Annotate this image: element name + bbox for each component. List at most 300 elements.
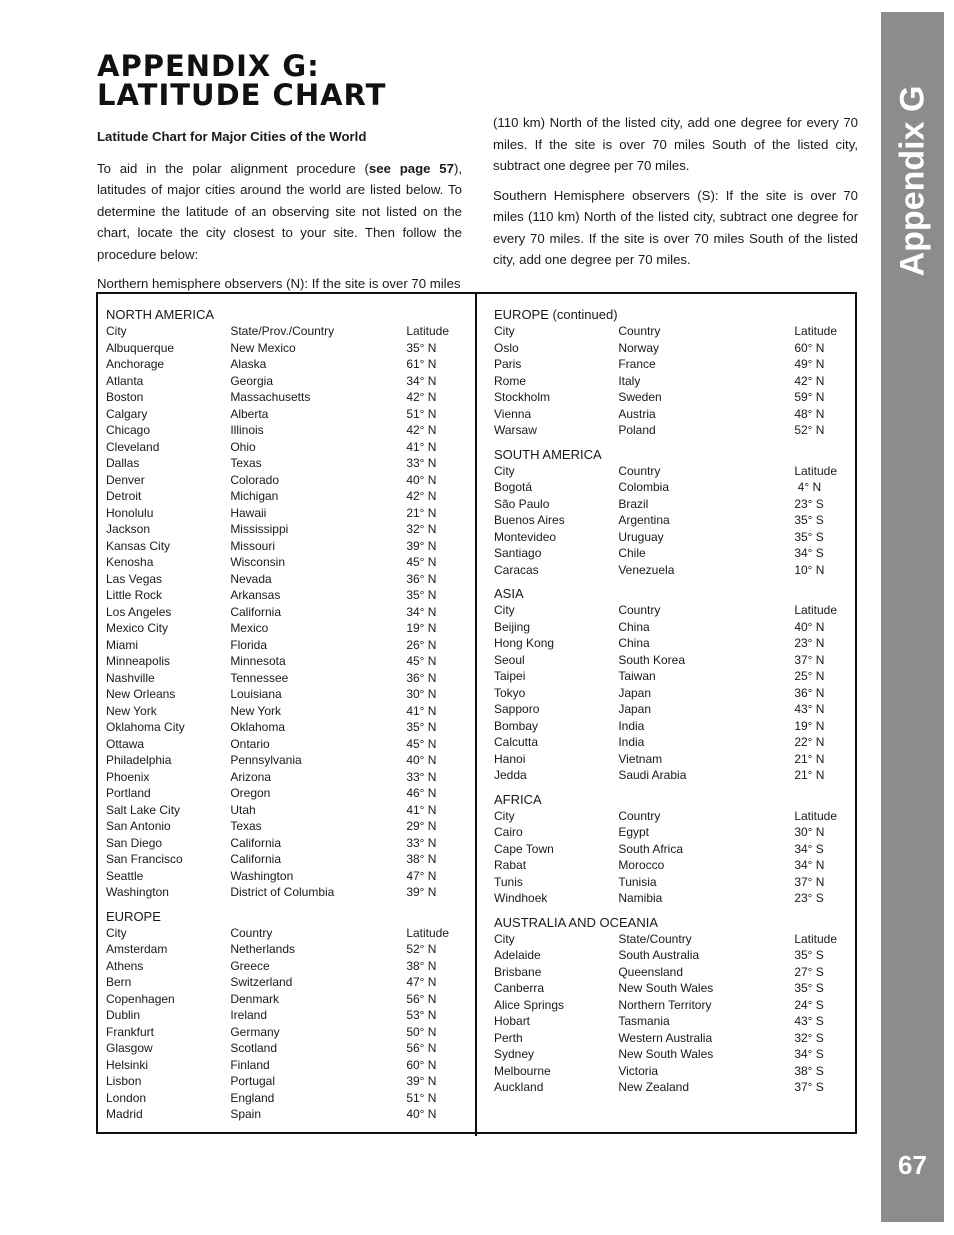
latitude-value: 49° N bbox=[794, 357, 825, 371]
latitude-value: 47° N bbox=[406, 868, 437, 883]
table-row bbox=[106, 505, 466, 522]
city-name: Oklahoma City bbox=[106, 720, 185, 734]
column-header: Latitude bbox=[794, 931, 838, 946]
city-name: Philadelphia bbox=[106, 753, 172, 767]
city-name: São Paulo bbox=[494, 496, 550, 511]
chart-right-column bbox=[494, 306, 854, 1103]
region-name: Italy bbox=[618, 373, 641, 388]
latitude-value: 34° S bbox=[794, 546, 824, 560]
region-name: Georgia bbox=[230, 373, 274, 388]
city-name: Cairo bbox=[494, 825, 523, 839]
table-row bbox=[494, 545, 854, 562]
table-row bbox=[106, 604, 466, 621]
intro-left-column bbox=[97, 126, 462, 303]
column-header: City bbox=[494, 603, 515, 617]
latitude-value: 50° N bbox=[406, 1024, 437, 1039]
region-name: South Africa bbox=[618, 841, 684, 856]
city-name: Hobart bbox=[494, 1014, 531, 1028]
city-name: Athens bbox=[106, 958, 144, 973]
city-name: Auckland bbox=[494, 1080, 544, 1094]
latitude-value: 52° N bbox=[406, 942, 437, 956]
page-title bbox=[97, 49, 387, 112]
table-row bbox=[494, 890, 854, 907]
table-row bbox=[106, 653, 466, 670]
table-row bbox=[494, 668, 854, 685]
latitude-value: 34° N bbox=[406, 373, 437, 388]
region-name: Netherlands bbox=[230, 942, 296, 956]
latitude-value: 41° N bbox=[406, 703, 437, 718]
column-header: Latitude bbox=[794, 603, 838, 617]
page-reference: see page 57 bbox=[368, 160, 454, 176]
latitude-value: 37° N bbox=[794, 874, 825, 889]
region-name: New South Wales bbox=[618, 1047, 714, 1061]
region-name: South Australia bbox=[618, 948, 700, 962]
latitude-value: 36° N bbox=[406, 670, 437, 685]
latitude-value: 34° S bbox=[794, 1047, 824, 1061]
latitude-value: 32° N bbox=[406, 522, 437, 536]
region-title: EUROPE bbox=[106, 908, 161, 924]
latitude-value: 35° S bbox=[794, 948, 824, 962]
column-header: Country bbox=[618, 808, 661, 823]
region-name: Alberta bbox=[230, 406, 269, 421]
city-name: Los Angeles bbox=[106, 604, 172, 619]
city-name: Windhoek bbox=[494, 891, 548, 905]
column-header-row bbox=[106, 925, 466, 942]
table-row bbox=[106, 719, 466, 736]
table-row bbox=[106, 818, 466, 835]
region-section bbox=[494, 914, 854, 1096]
latitude-value: 40° N bbox=[794, 619, 825, 634]
latitude-value: 19° N bbox=[406, 621, 437, 635]
latitude-value: 23° N bbox=[794, 636, 825, 650]
region-name: Egypt bbox=[618, 825, 649, 839]
latitude-value: 39° N bbox=[406, 1074, 437, 1088]
table-row bbox=[106, 472, 466, 489]
latitude-value: 23° S bbox=[794, 496, 824, 511]
column-header: City bbox=[494, 808, 515, 823]
column-header: Latitude bbox=[406, 925, 450, 940]
latitude-value: 38° S bbox=[794, 1063, 824, 1078]
city-name: Beijing bbox=[494, 619, 531, 634]
latitude-value: 41° N bbox=[406, 439, 437, 454]
city-name: Hanoi bbox=[494, 751, 526, 766]
intro-right-column bbox=[493, 112, 858, 279]
latitude-value: 25° N bbox=[794, 669, 825, 683]
city-name: Honolulu bbox=[106, 505, 154, 520]
table-row bbox=[494, 562, 854, 579]
column-header: Country bbox=[618, 463, 661, 478]
table-row bbox=[494, 751, 854, 768]
region-name: Vietnam bbox=[618, 751, 663, 766]
city-name: Glasgow bbox=[106, 1041, 153, 1055]
region-name: Sweden bbox=[618, 390, 662, 404]
region-name: New Zealand bbox=[618, 1080, 690, 1094]
latitude-value: 42° N bbox=[406, 489, 437, 503]
latitude-value: 34° S bbox=[794, 841, 824, 856]
column-header: State/Country bbox=[618, 931, 692, 946]
region-name: District of Columbia bbox=[230, 885, 335, 899]
latitude-value: 40° N bbox=[406, 1107, 437, 1121]
region-name: Uruguay bbox=[618, 529, 664, 544]
latitude-value: 35° S bbox=[794, 529, 824, 544]
city-name: Cape Town bbox=[494, 841, 554, 856]
region-name: California bbox=[230, 835, 282, 850]
page-title-line2: LATITUDE CHART bbox=[97, 78, 387, 112]
city-name: Frankfurt bbox=[106, 1024, 155, 1039]
region-name: Michigan bbox=[230, 489, 279, 503]
latitude-value: 40° N bbox=[406, 472, 437, 487]
table-row bbox=[494, 997, 854, 1014]
city-name: Bogotá bbox=[494, 480, 533, 494]
table-row bbox=[494, 389, 854, 406]
city-name: San Diego bbox=[106, 835, 163, 850]
region-name: Norway bbox=[618, 340, 659, 355]
city-name: Paris bbox=[494, 357, 522, 371]
city-name: Taipei bbox=[494, 669, 526, 683]
region-name: Pennsylvania bbox=[230, 753, 302, 767]
city-name: Washington bbox=[106, 885, 169, 899]
region-name: Utah bbox=[230, 802, 256, 817]
column-header: Latitude bbox=[406, 324, 450, 338]
latitude-value: 23° S bbox=[794, 891, 824, 905]
city-name: Melbourne bbox=[494, 1063, 551, 1078]
intro-paragraph-4: Southern Hemisphere observers (S): If the site is over 70 miles (110 km) North of the listed city, subtract one degree for every 70 miles. If the site is over 70 miles South of the listed city, add one degree per 70 miles. bbox=[493, 187, 858, 267]
latitude-value: 35° N bbox=[406, 588, 437, 602]
latitude-value: 33° N bbox=[406, 769, 437, 784]
table-row bbox=[106, 868, 466, 885]
table-row bbox=[494, 373, 854, 390]
column-header-row bbox=[494, 463, 854, 480]
city-name: Amsterdam bbox=[106, 942, 168, 956]
column-header-row bbox=[494, 808, 854, 825]
city-name: Vienna bbox=[494, 406, 532, 421]
region-name: New Mexico bbox=[230, 340, 296, 355]
table-row bbox=[494, 841, 854, 858]
table-row bbox=[106, 941, 466, 958]
table-row bbox=[106, 1040, 466, 1057]
region-name: Nevada bbox=[230, 571, 272, 586]
latitude-value: 37° S bbox=[794, 1080, 824, 1094]
latitude-value: 60° N bbox=[794, 340, 825, 355]
table-row bbox=[106, 670, 466, 687]
latitude-value: 45° N bbox=[406, 555, 437, 569]
city-name: Chicago bbox=[106, 423, 151, 437]
latitude-value: 38° N bbox=[406, 958, 437, 973]
city-name: Seoul bbox=[494, 652, 525, 667]
latitude-value: 42° N bbox=[406, 423, 437, 437]
table-row bbox=[106, 356, 466, 373]
table-row bbox=[494, 1030, 854, 1047]
latitude-value: 30° N bbox=[406, 687, 437, 701]
table-row bbox=[494, 479, 854, 496]
region-name: Washington bbox=[230, 868, 294, 883]
region-title: EUROPE (continued) bbox=[494, 307, 618, 322]
table-row bbox=[494, 1046, 854, 1063]
region-section bbox=[106, 908, 466, 1123]
latitude-value: 61° N bbox=[406, 357, 437, 371]
table-row bbox=[106, 571, 466, 588]
city-name: Minneapolis bbox=[106, 654, 171, 668]
column-header: City bbox=[494, 931, 515, 946]
latitude-value: 48° N bbox=[794, 406, 825, 421]
region-name: France bbox=[618, 357, 656, 371]
latitude-value: 33° N bbox=[406, 835, 437, 850]
table-row bbox=[106, 620, 466, 637]
region-name: Alaska bbox=[230, 357, 267, 371]
region-name: Spain bbox=[230, 1107, 262, 1121]
region-name: Hawaii bbox=[230, 505, 267, 520]
table-row bbox=[494, 496, 854, 513]
region-title: SOUTH AMERICA bbox=[494, 446, 602, 462]
region-name: Tennessee bbox=[230, 670, 289, 685]
table-row bbox=[106, 554, 466, 571]
table-row bbox=[494, 718, 854, 735]
column-header: City bbox=[106, 925, 127, 940]
latitude-value: 10° N bbox=[794, 562, 825, 577]
region-name: Western Australia bbox=[618, 1030, 713, 1045]
latitude-value: 39° N bbox=[406, 885, 437, 899]
latitude-value: 43° N bbox=[794, 702, 825, 716]
table-row bbox=[494, 734, 854, 751]
latitude-value: 36° N bbox=[794, 685, 825, 700]
sidebar-title-wrap bbox=[881, 85, 944, 277]
region-name: Ohio bbox=[230, 439, 256, 454]
region-section bbox=[494, 306, 854, 439]
region-name: Germany bbox=[230, 1024, 280, 1039]
region-name: Venezuela bbox=[618, 562, 675, 577]
city-name: Miami bbox=[106, 637, 138, 652]
city-name: Denver bbox=[106, 472, 145, 487]
page-number: 67 bbox=[898, 1150, 927, 1180]
table-row bbox=[106, 958, 466, 975]
region-name: Japan bbox=[618, 702, 652, 716]
table-row bbox=[494, 635, 854, 652]
column-header-row bbox=[106, 323, 466, 340]
column-header: City bbox=[494, 463, 515, 478]
region-section bbox=[494, 585, 854, 784]
intro-paragraph-1 bbox=[97, 158, 462, 266]
table-row bbox=[106, 974, 466, 991]
city-name: Ottawa bbox=[106, 736, 145, 751]
city-name: Nashville bbox=[106, 670, 155, 685]
latitude-value: 32° S bbox=[794, 1030, 824, 1045]
table-row bbox=[106, 835, 466, 852]
column-header: Latitude bbox=[794, 808, 838, 823]
intro-subtitle: Latitude Chart for Major Cities of the World bbox=[97, 129, 367, 144]
latitude-value: 26° N bbox=[406, 637, 437, 652]
latitude-value: 51° N bbox=[406, 406, 437, 421]
table-row bbox=[494, 980, 854, 997]
city-name: Santiago bbox=[494, 546, 542, 560]
table-row bbox=[106, 1090, 466, 1107]
latitude-value: 45° N bbox=[406, 736, 437, 751]
city-name: Kenosha bbox=[106, 555, 154, 569]
table-row bbox=[494, 512, 854, 529]
region-name: Massachusetts bbox=[230, 390, 311, 404]
latitude-value: 24° S bbox=[794, 997, 824, 1012]
city-name: Atlanta bbox=[106, 373, 144, 388]
latitude-value: 27° S bbox=[794, 964, 824, 979]
latitude-value: 35° N bbox=[406, 720, 437, 734]
city-name: Bern bbox=[106, 975, 132, 989]
intro-p1-before: To aid in the polar alignment procedure ( bbox=[97, 160, 369, 176]
region-name: China bbox=[618, 619, 650, 634]
region-name: New York bbox=[230, 703, 282, 718]
table-row bbox=[106, 991, 466, 1008]
table-row bbox=[106, 373, 466, 390]
latitude-value: 52° N bbox=[794, 423, 825, 437]
table-row bbox=[494, 824, 854, 841]
table-row bbox=[106, 587, 466, 604]
region-name: Colorado bbox=[230, 472, 280, 487]
region-name: Japan bbox=[618, 685, 652, 700]
latitude-value: 34° N bbox=[794, 858, 825, 872]
city-name: Mexico City bbox=[106, 621, 169, 635]
region-name: Denmark bbox=[230, 991, 279, 1006]
latitude-value: 56° N bbox=[406, 991, 437, 1006]
region-name: India bbox=[618, 718, 645, 733]
intro-paragraph-2: Northern hemisphere observers (N): If the site is over 70 miles bbox=[97, 276, 461, 291]
latitude-value: 40° N bbox=[406, 753, 437, 767]
city-name: Brisbane bbox=[494, 964, 542, 979]
region-name: New South Wales bbox=[618, 981, 714, 995]
column-header: City bbox=[106, 324, 127, 338]
latitude-value: 4° N bbox=[794, 480, 822, 494]
city-name: Boston bbox=[106, 390, 144, 404]
latitude-value: 33° N bbox=[406, 456, 437, 470]
city-name: New York bbox=[106, 703, 157, 718]
table-row bbox=[494, 356, 854, 373]
table-row bbox=[494, 406, 854, 423]
city-name: Anchorage bbox=[106, 357, 165, 371]
latitude-value: 34° N bbox=[406, 604, 437, 619]
city-name: San Antonio bbox=[106, 819, 171, 833]
region-name: Oklahoma bbox=[230, 720, 286, 734]
latitude-value: 42° N bbox=[794, 373, 825, 388]
region-name: Taiwan bbox=[618, 669, 656, 683]
latitude-value: 46° N bbox=[406, 786, 437, 800]
city-name: Las Vegas bbox=[106, 571, 163, 586]
table-row bbox=[106, 455, 466, 472]
region-name: Mexico bbox=[230, 621, 269, 635]
latitude-value: 38° N bbox=[406, 852, 437, 866]
intro-paragraph-3: (110 km) North of the listed city, add one degree for every 70 miles. If the site is over 70 miles South of the listed city, subtract one degree per 70 miles. bbox=[493, 115, 858, 173]
city-name: Perth bbox=[494, 1030, 523, 1045]
column-header: City bbox=[494, 324, 515, 338]
region-name: Texas bbox=[230, 819, 262, 833]
city-name: Kansas City bbox=[106, 538, 171, 553]
table-row bbox=[494, 1013, 854, 1030]
region-name: Arkansas bbox=[230, 588, 281, 602]
region-name: Florida bbox=[230, 637, 267, 652]
city-name: Tokyo bbox=[494, 685, 526, 700]
table-row bbox=[106, 1007, 466, 1024]
column-header: Country bbox=[618, 324, 661, 338]
city-name: Rabat bbox=[494, 858, 527, 872]
column-header: Latitude bbox=[794, 463, 838, 478]
table-row bbox=[106, 637, 466, 654]
city-name: Calgary bbox=[106, 406, 148, 421]
column-header-row bbox=[494, 602, 854, 619]
city-name: San Francisco bbox=[106, 852, 183, 866]
city-name: Calcutta bbox=[494, 735, 539, 749]
latitude-value: 36° N bbox=[406, 571, 437, 586]
region-name: Morocco bbox=[618, 858, 665, 872]
region-name: South Korea bbox=[618, 652, 686, 667]
table-row bbox=[106, 538, 466, 555]
region-name: Austria bbox=[618, 406, 656, 421]
intro-p1-after: ), latitudes of major cities around the world are listed below. To determine the latitude of an observing site not listed on the chart, locate the city closest to your site. Then follow the procedure below: bbox=[97, 160, 462, 262]
region-name: Ireland bbox=[230, 1008, 268, 1022]
column-header: Latitude bbox=[794, 324, 838, 338]
city-name: Salt Lake City bbox=[106, 802, 181, 817]
city-name: Canberra bbox=[494, 981, 545, 995]
table-row bbox=[494, 857, 854, 874]
city-name: Oslo bbox=[494, 340, 519, 355]
column-divider bbox=[475, 292, 477, 1136]
region-name: Poland bbox=[618, 423, 656, 437]
table-row bbox=[106, 422, 466, 439]
table-row bbox=[106, 521, 466, 538]
region-name: China bbox=[618, 636, 650, 650]
latitude-value: 35° N bbox=[406, 340, 437, 355]
table-row bbox=[106, 851, 466, 868]
city-name: Copenhagen bbox=[106, 991, 175, 1006]
chart-left-column bbox=[106, 306, 466, 1130]
region-name: Finland bbox=[230, 1057, 270, 1072]
region-name: India bbox=[618, 735, 645, 749]
city-name: Detroit bbox=[106, 489, 142, 503]
region-name: Scotland bbox=[230, 1041, 278, 1055]
city-name: Madrid bbox=[106, 1107, 143, 1121]
city-name: Helsinki bbox=[106, 1057, 149, 1072]
table-row bbox=[106, 785, 466, 802]
table-row bbox=[494, 964, 854, 981]
table-row bbox=[106, 884, 466, 901]
appendix-sidebar bbox=[881, 12, 944, 1222]
city-name: Caracas bbox=[494, 562, 539, 577]
region-name: Greece bbox=[230, 958, 270, 973]
table-row bbox=[106, 686, 466, 703]
region-section bbox=[494, 791, 854, 907]
city-name: Montevideo bbox=[494, 529, 557, 544]
region-title: AFRICA bbox=[494, 791, 542, 807]
region-name: Switzerland bbox=[230, 975, 293, 989]
region-name: Wisconsin bbox=[230, 555, 285, 569]
latitude-value: 21° N bbox=[794, 768, 825, 782]
latitude-value: 47° N bbox=[406, 975, 437, 989]
region-name: Texas bbox=[230, 456, 262, 470]
table-row bbox=[494, 422, 854, 439]
city-name: Lisbon bbox=[106, 1074, 142, 1088]
city-name: Seattle bbox=[106, 868, 144, 883]
latitude-value: 30° N bbox=[794, 825, 825, 839]
table-row bbox=[106, 389, 466, 406]
region-name: Victoria bbox=[618, 1063, 659, 1078]
latitude-value: 42° N bbox=[406, 390, 437, 404]
region-name: Brazil bbox=[618, 496, 649, 511]
page-title-line1: APPENDIX G: bbox=[97, 49, 320, 83]
table-row bbox=[494, 701, 854, 718]
region-name: Queensland bbox=[618, 964, 684, 979]
table-row bbox=[106, 1057, 466, 1074]
city-name: Jackson bbox=[106, 522, 151, 536]
city-name: Alice Springs bbox=[494, 997, 565, 1012]
city-name: Albuquerque bbox=[106, 340, 175, 355]
latitude-value: 53° N bbox=[406, 1008, 437, 1022]
city-name: Dublin bbox=[106, 1008, 141, 1022]
city-name: Jedda bbox=[494, 768, 527, 782]
